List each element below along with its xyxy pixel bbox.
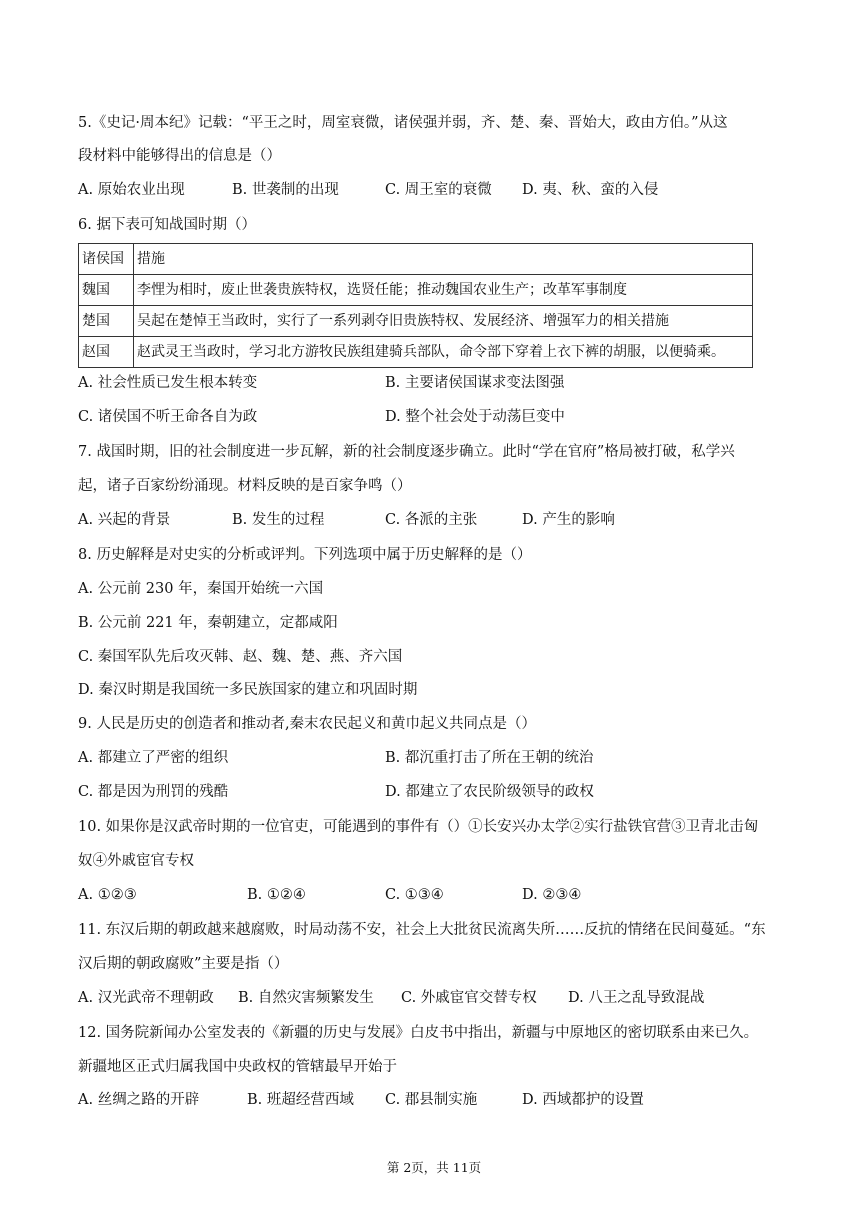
- q12-stem-line1: 12. 国务院新闻办公室发表的《新疆的历史与发展》白皮书中指出，新疆与中原地区的密切联系由来已久。: [78, 1025, 759, 1041]
- q11-option-d: D. 八王之乱导致混战: [568, 990, 705, 1006]
- q11-stem-line2: 汉后期的朝政腐败”主要是指（）: [78, 956, 289, 972]
- page-number-footer: 第 2页，共 11页: [386, 1160, 482, 1175]
- q5-stem-line2: 段材料中能够得出的信息是（）: [78, 148, 281, 164]
- q9-option-c: C. 都是因为刑罚的残酷: [78, 784, 229, 800]
- q9-option-d: D. 都建立了农民阶级领导的政权: [385, 784, 594, 800]
- q5-option-d: D. 夷、秋、蛮的入侵: [522, 182, 659, 198]
- q12-option-b: B. 班超经营西域: [247, 1092, 354, 1108]
- q12-stem-line2: 新疆地区正式归属我国中央政权的管辖最早开始于: [78, 1059, 397, 1075]
- table-cell-measure: 李悝为相时，废止世袭贵族特权，选贤任能；推动魏国农业生产；改革军事制度: [134, 275, 753, 306]
- q8-option-c: C. 秦国军队先后攻灭韩、赵、魏、楚、燕、齐六国: [78, 649, 403, 665]
- q11-option-c: C. 外戚宦官交替专权: [401, 990, 537, 1006]
- q8-stem: 8. 历史解释是对史实的分析或评判。下列选项中属于历史解释的是（）: [78, 547, 532, 563]
- q9-option-a: A. 都建立了严密的组织: [78, 750, 229, 766]
- q10-stem-line1: 10. 如果你是汉武帝时期的一位官吏，可能遇到的事件有（）①长安兴办太学②实行盐铁官营③卫青北击匈: [78, 819, 759, 835]
- table-cell-state: 楚国: [79, 306, 134, 337]
- q5-stem-line1: 5.《史记·周本纪》记载：“平王之时，周室衰微，诸侯强并弱，齐、楚、秦、晋始大，政由方伯。”从这: [78, 115, 728, 131]
- q12-option-a: A. 丝绸之路的开辟: [78, 1092, 200, 1108]
- q9-option-b: B. 都沉重打击了所在王朝的统治: [385, 750, 594, 766]
- q11-stem-line1: 11. 东汉后期的朝政越来越腐败，时局动荡不安，社会上大批贫民流离失所……反抗的情绪在民间蔓延。“东: [78, 922, 766, 938]
- q6-option-b: B. 主要诸侯国谋求变法图强: [385, 375, 565, 391]
- q12-option-c: C. 郡县制实施: [385, 1092, 478, 1108]
- table-row: [79, 337, 753, 368]
- q11-option-b: B. 自然灾害频繁发生: [238, 990, 374, 1006]
- table-cell-measure: 吴起在楚悼王当政时，实行了一系列剥夺旧贵族特权、发展经济、增强军力的相关措施: [134, 306, 753, 337]
- table-header-cell: 措施: [134, 244, 753, 275]
- q10-stem-line2: 奴④外戚宦官专权: [78, 853, 194, 869]
- q7-stem-line1: 7. 战国时期，旧的社会制度进一步瓦解，新的社会制度逐步确立。此时“学在官府”格局被打破，私学兴: [78, 444, 735, 460]
- table-row: [79, 306, 753, 337]
- table-header-cell: 诸侯国: [79, 244, 134, 275]
- q7-option-a: A. 兴起的背景: [78, 512, 171, 528]
- table-cell-measure: 赵武灵王当政时，学习北方游牧民族组建骑兵部队，命令部下穿着上衣下裤的胡服，以便骑乘。: [134, 337, 753, 368]
- table-row: [79, 275, 753, 306]
- q7-option-b: B. 发生的过程: [232, 512, 325, 528]
- q6-option-d: D. 整个社会处于动荡巨变中: [385, 409, 565, 425]
- q11-option-a: A. 汉光武帝不理朝政: [78, 990, 214, 1006]
- q6-option-a: A. 社会性质已发生根本转变: [78, 375, 258, 391]
- q8-option-a: A. 公元前 230 年，秦国开始统一六国: [78, 581, 324, 597]
- q9-stem: 9. 人民是历史的创造者和推动者,秦末农民起义和黄巾起义共同点是（）: [78, 716, 537, 732]
- table-header-row: [79, 244, 753, 275]
- q10-option-a: A. ①②③: [78, 887, 137, 903]
- q5-option-a: A. 原始农业出现: [78, 182, 185, 198]
- q5-option-c: C. 周王室的衰微: [385, 182, 492, 198]
- q6-measures-table: [78, 243, 753, 368]
- q12-option-d: D. 西域都护的设置: [522, 1092, 644, 1108]
- q8-option-d: D. 秦汉时期是我国统一多民族国家的建立和巩固时期: [78, 682, 418, 698]
- q7-option-c: C. 各派的主张: [385, 512, 478, 528]
- q6-option-c: C. 诸侯国不听王命各自为政: [78, 409, 258, 425]
- table-cell-state: 魏国: [79, 275, 134, 306]
- q5-option-b: B. 世袭制的出现: [232, 182, 339, 198]
- q7-stem-line2: 起，诸子百家纷纷涌现。材料反映的是百家争鸣（）: [78, 478, 412, 494]
- q10-option-d: D. ②③④: [522, 887, 582, 903]
- q6-stem: 6. 据下表可知战国时期（）: [78, 217, 256, 233]
- q10-option-b: B. ①②④: [247, 887, 306, 903]
- q7-option-d: D. 产生的影响: [522, 512, 615, 528]
- q8-option-b: B. 公元前 221 年，秦朝建立，定都咸阳: [78, 615, 338, 631]
- table-cell-state: 赵国: [79, 337, 134, 368]
- q10-option-c: C. ①③④: [385, 887, 444, 903]
